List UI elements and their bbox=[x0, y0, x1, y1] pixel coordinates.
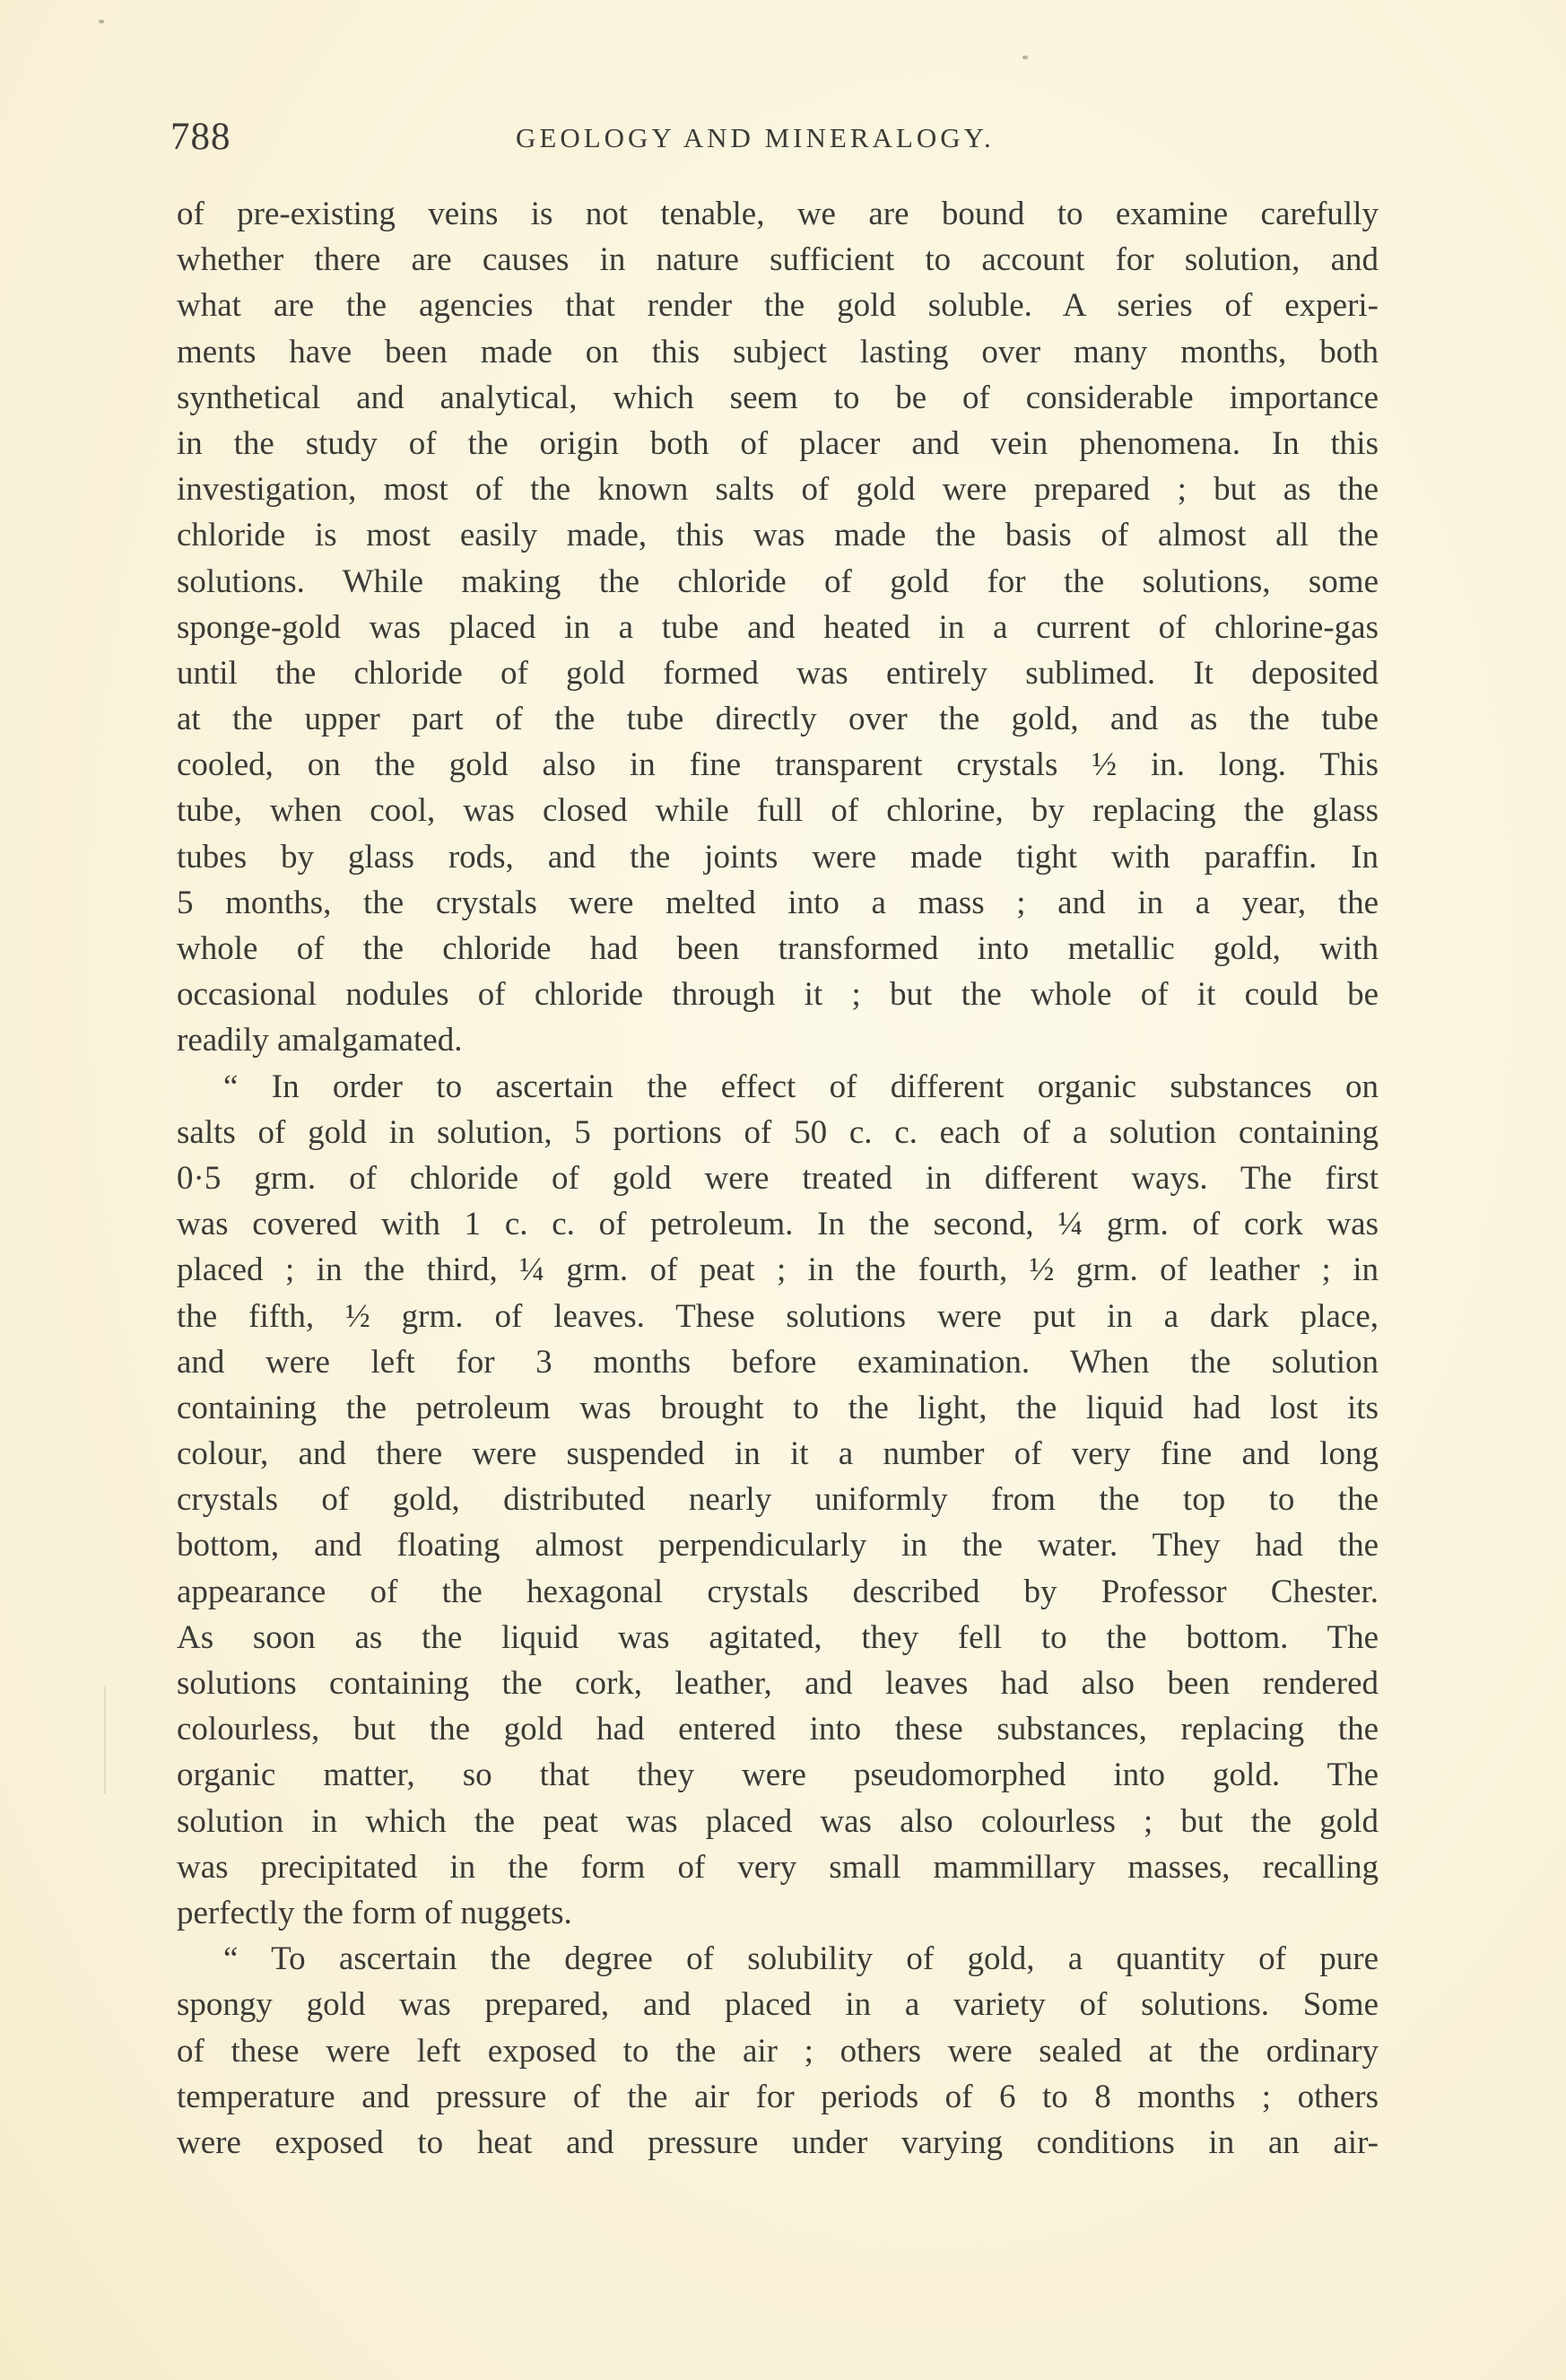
text-line: readily amalgamated. bbox=[177, 1022, 463, 1059]
text-line: sponge-gold was placed in a tube and heated in a current of chlorine-gas bbox=[177, 608, 1379, 646]
text-line: cooled, on the gold also in fine transparent crystals ½ in. long. This bbox=[177, 746, 1379, 784]
text-line: spongy gold was prepared, and placed in a variety of solutions. Some bbox=[177, 1986, 1379, 2024]
paper-speck bbox=[1022, 56, 1028, 59]
text-line: investigation, most of the known salts of gold were prepared ; but as the bbox=[177, 471, 1379, 509]
text-line: containing the petroleum was brought to the light, the liquid had lost its bbox=[177, 1389, 1379, 1426]
text-line: ments have been made on this subject lasting over many months, both bbox=[177, 333, 1379, 371]
text-line: 5 months, the crystals were melted into a mass ; and in a year, the bbox=[177, 884, 1379, 921]
text-line: what are the agencies that render the gold soluble. A series of experi- bbox=[177, 287, 1379, 325]
text-line: whole of the chloride had been transformed into metallic gold, with bbox=[177, 930, 1379, 967]
text-line: at the upper part of the tube directly over the gold, and as the tube bbox=[177, 701, 1379, 738]
text-line: occasional nodules of chloride through it ; but the whole of it could be bbox=[177, 976, 1379, 1014]
running-head: GEOLOGY AND MINERALOGY. bbox=[516, 122, 995, 153]
text-line: was precipitated in the form of very small mammillary masses, recalling bbox=[177, 1848, 1379, 1886]
text-line: was covered with 1 c. c. of petroleum. In the second, ¼ grm. of cork was bbox=[177, 1206, 1379, 1243]
text-line: solution in which the peat was placed was also colourless ; but the gold bbox=[177, 1802, 1379, 1840]
page-number: 788 bbox=[170, 116, 231, 158]
text-line: of pre-existing veins is not tenable, we are bound to examine carefully bbox=[177, 196, 1379, 232]
text-line: the fifth, ½ grm. of leaves. These solutions were put in a dark place, bbox=[177, 1297, 1379, 1335]
text-line: of these were left exposed to the air ; others were sealed at the ordinary bbox=[177, 2032, 1379, 2070]
text-line: 0·5 grm. of chloride of gold were treated in different ways. The first bbox=[177, 1159, 1379, 1197]
text-line: temperature and pressure of the air for periods of 6 to 8 months ; others bbox=[177, 2078, 1379, 2115]
text-line: placed ; in the third, ¼ grm. of peat ; in the fourth, ½ grm. of leather ; in bbox=[177, 1251, 1379, 1289]
text-line: colour, and there were suspended in it a number of very fine and long bbox=[177, 1435, 1379, 1473]
text-line: “ In order to ascertain the effect of different organic substances on bbox=[223, 1068, 1379, 1105]
text-line: organic matter, so that they were pseudomorphed into gold. The bbox=[177, 1757, 1379, 1794]
page-header bbox=[170, 115, 1395, 169]
text-line: colourless, but the gold had entered into these substances, replacing the bbox=[177, 1711, 1379, 1748]
text-line: tubes by glass rods, and the joints were made tight with paraffin. In bbox=[177, 838, 1379, 876]
text-line: tube, when cool, was closed while full of chlorine, by replacing the glass bbox=[177, 792, 1379, 830]
body-text bbox=[177, 191, 1379, 2166]
text-line: whether there are causes in nature sufficient to account for solution, and bbox=[177, 241, 1379, 279]
text-line: appearance of the hexagonal crystals described by Professor Chester. bbox=[177, 1573, 1379, 1610]
text-line: salts of gold in solution, 5 portions of 50 c. c. each of a solution containing bbox=[177, 1113, 1379, 1151]
text-line: and were left for 3 months before examination. When the solution bbox=[177, 1343, 1379, 1381]
text-line: bottom, and floating almost perpendicularly in the water. They had the bbox=[177, 1527, 1379, 1565]
text-line: perfectly the form of nuggets. bbox=[177, 1894, 572, 1931]
paper-crease bbox=[104, 1687, 106, 1794]
text-line: solutions containing the cork, leather, and leaves had also been rendered bbox=[177, 1665, 1379, 1702]
text-line: were exposed to heat and pressure under varying conditions in an air- bbox=[177, 2123, 1379, 2161]
text-line: crystals of gold, distributed nearly uniformly from the top to the bbox=[177, 1481, 1379, 1519]
text-line: “ To ascertain the degree of solubility of gold, a quantity of pure bbox=[223, 1940, 1379, 1978]
paper-speck bbox=[99, 20, 104, 23]
text-line: in the study of the origin both of placer and vein phenomena. In this bbox=[177, 424, 1379, 462]
text-line: until the chloride of gold formed was entirely sublimed. It deposited bbox=[177, 654, 1379, 692]
text-line: solutions. While making the chloride of gold for the solutions, some bbox=[177, 562, 1379, 600]
text-line: synthetical and analytical, which seem to be of considerable importance bbox=[177, 379, 1379, 416]
text-line: As soon as the liquid was agitated, they fell to the bottom. The bbox=[177, 1618, 1379, 1656]
text-line: chloride is most easily made, this was made the basis of almost all the bbox=[177, 517, 1379, 554]
